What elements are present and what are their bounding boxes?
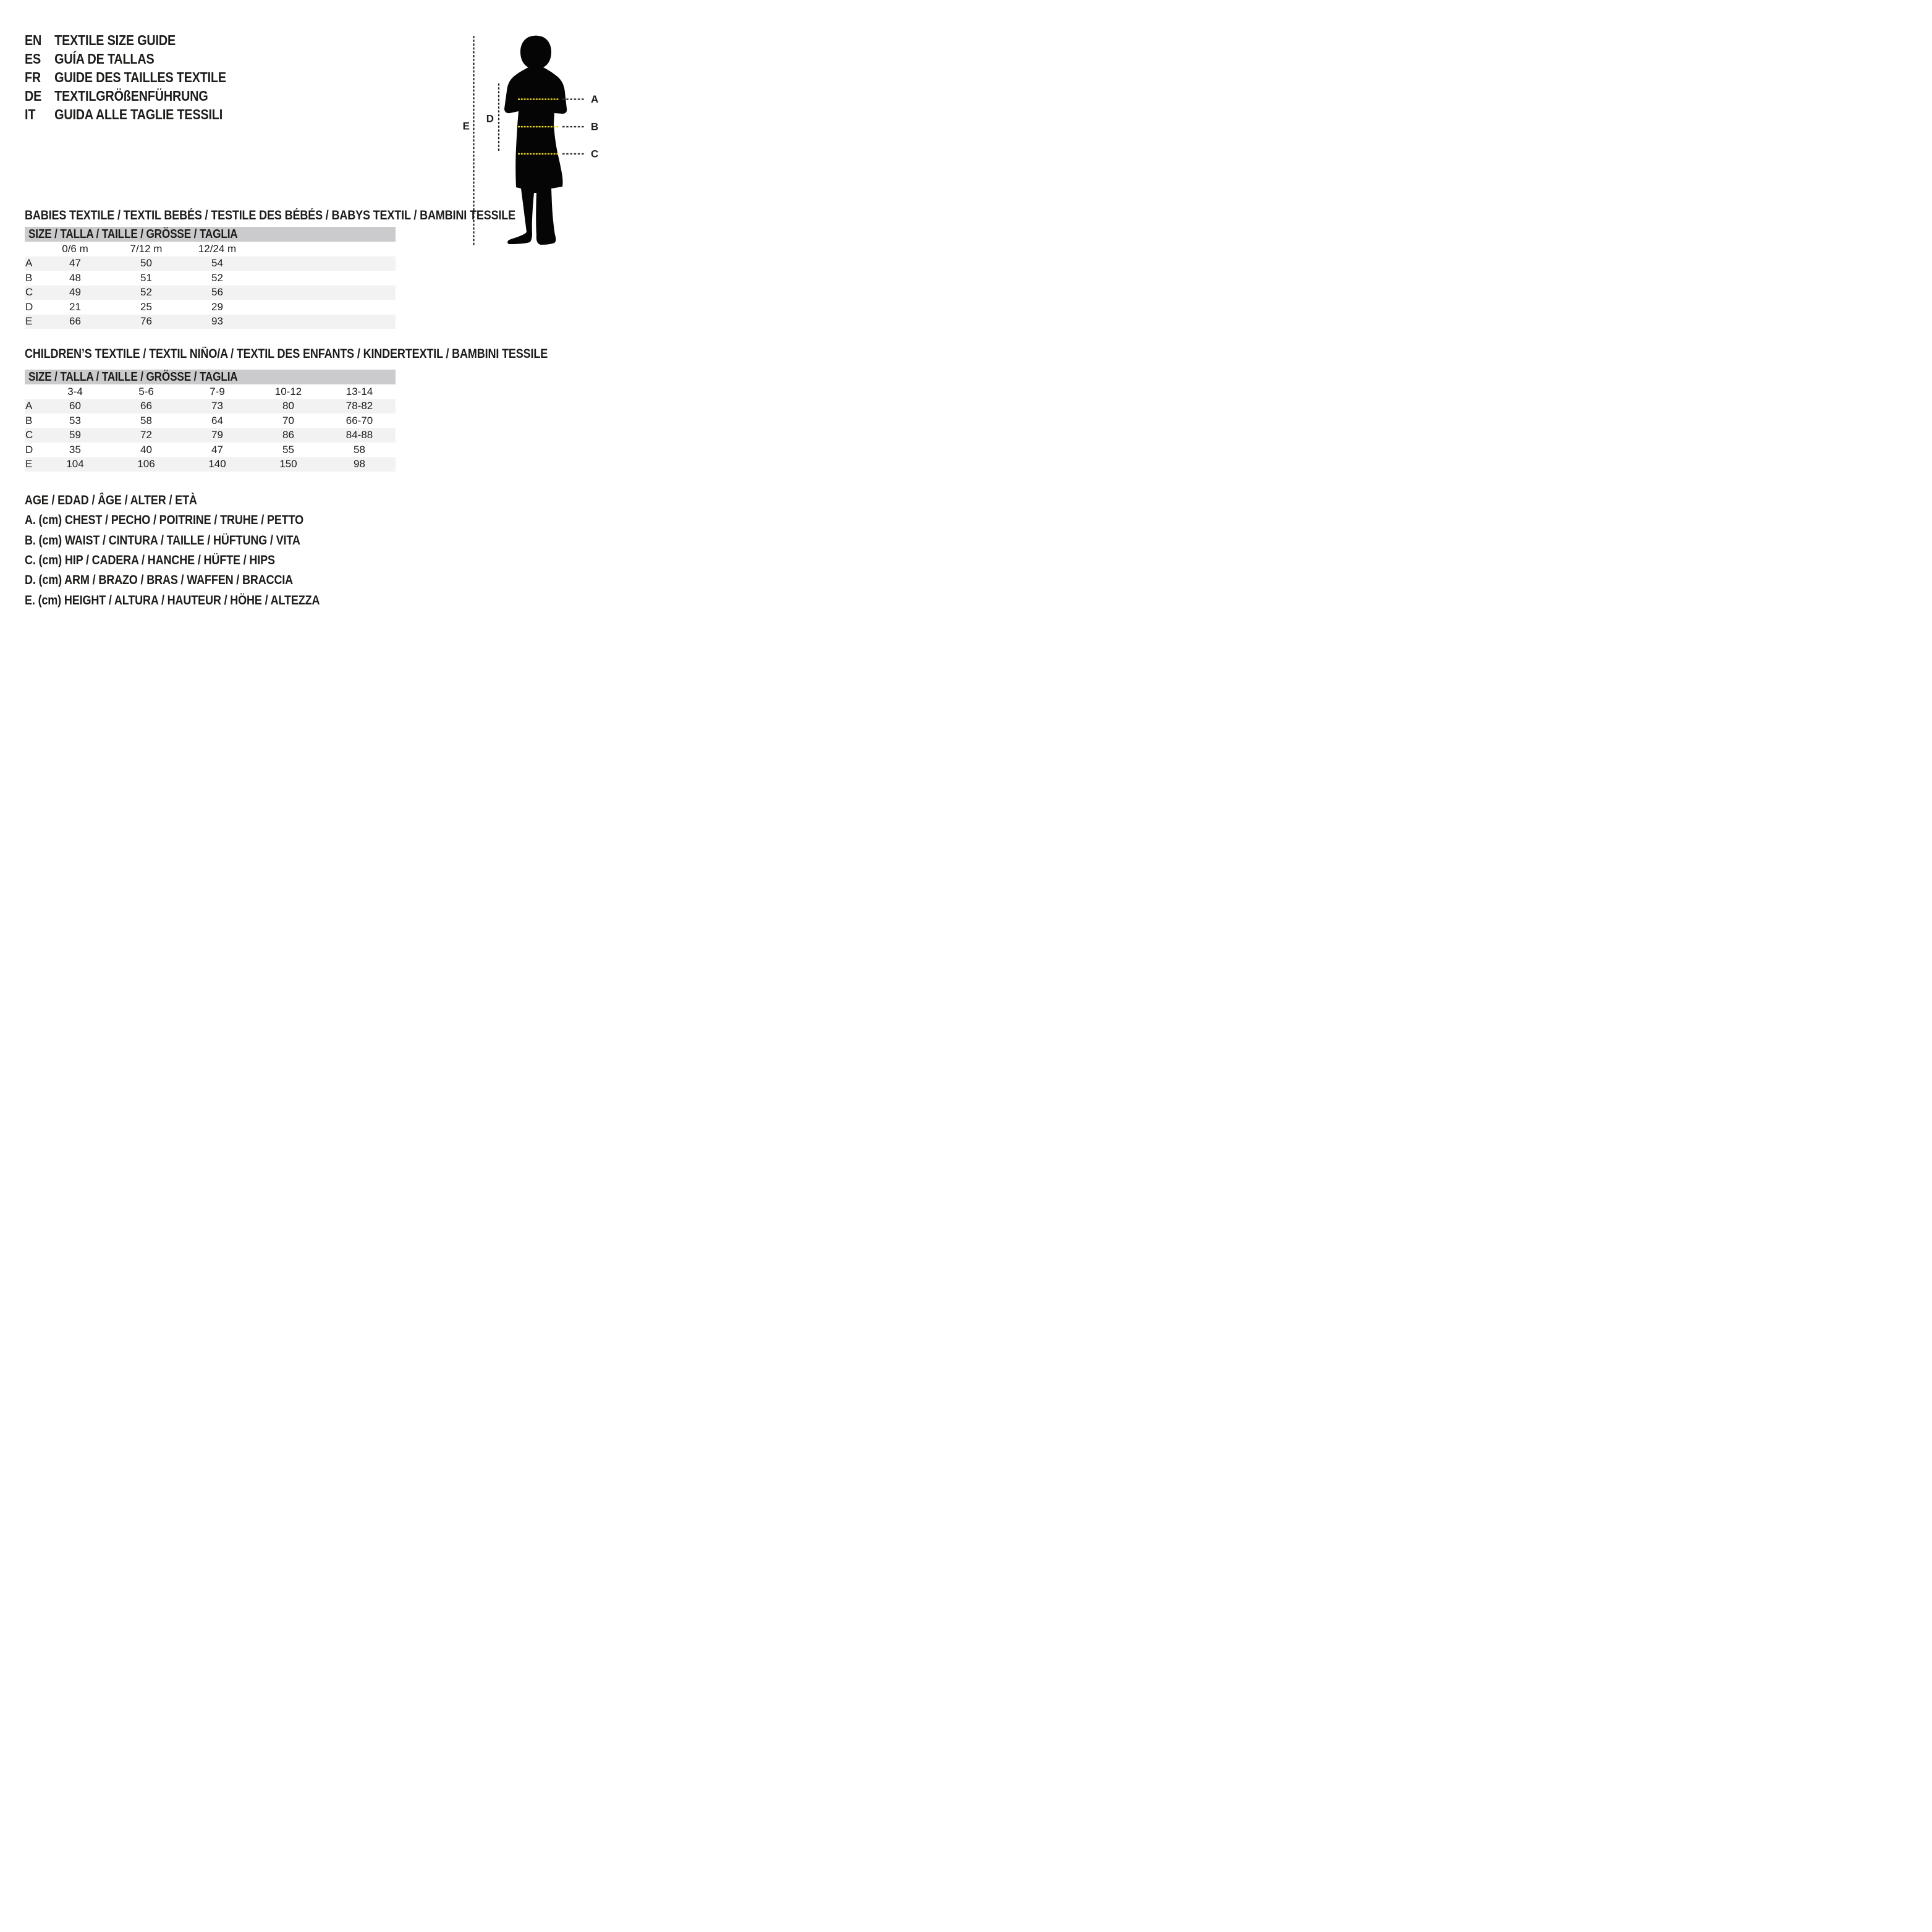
column-header: 5-6: [138, 385, 154, 397]
table-row: [25, 271, 396, 286]
value-cell: 140: [208, 458, 226, 470]
value-cell: 58: [354, 443, 365, 455]
value-cell: 47: [69, 257, 81, 269]
column-header: 10-12: [274, 385, 302, 397]
value-cell: 40: [140, 443, 152, 455]
figure-label-a: A: [591, 93, 599, 106]
value-cell: 60: [69, 400, 81, 412]
value-cell: 66: [69, 315, 81, 328]
value-cell: 50: [140, 257, 152, 269]
row-label: A: [25, 400, 33, 412]
table-row: [25, 256, 396, 271]
table-row: [25, 443, 396, 457]
table-row: [25, 315, 396, 329]
figure-label-b: B: [591, 121, 599, 133]
figure-label-e: E: [462, 120, 470, 132]
value-cell: 86: [282, 429, 294, 441]
language-title-list: [25, 31, 259, 124]
column-header: 0/6 m: [62, 242, 88, 255]
babies-size-table: [25, 208, 516, 329]
language-code: ES: [25, 50, 41, 67]
guide-title-en: TEXTILE SIZE GUIDE: [54, 32, 176, 48]
language-row-en: [25, 31, 259, 49]
legend-line-waist: B. (cm) WAIST / CINTURA / TAILLE / HÜFTUNG / VITA: [25, 533, 300, 548]
row-label: C: [25, 286, 33, 299]
value-cell: 93: [211, 315, 223, 328]
legend-line-chest: A. (cm) CHEST / PECHO / POITRINE / TRUHE / PETTO: [25, 513, 303, 528]
value-cell: 21: [69, 300, 81, 313]
language-code: IT: [25, 106, 36, 122]
value-cell: 98: [354, 458, 365, 470]
value-cell: 51: [140, 271, 152, 284]
value-cell: 72: [140, 429, 152, 441]
value-cell: 25: [140, 300, 152, 313]
value-cell: 53: [69, 414, 81, 426]
row-label: B: [25, 414, 33, 426]
value-cell: 106: [137, 458, 155, 470]
column-header: 3-4: [67, 385, 83, 397]
language-row-de: [25, 87, 259, 105]
children-size-header-band: SIZE / TALLA / TAILLE / GRÖSSE / TAGLIA: [25, 370, 396, 384]
value-cell: 84-88: [345, 429, 373, 441]
babies-column-header-row: [25, 242, 396, 256]
value-cell: 52: [140, 286, 152, 299]
value-cell: 104: [66, 458, 84, 470]
row-label: D: [25, 300, 33, 313]
children-size-table: [25, 347, 548, 472]
table-row: [25, 457, 396, 472]
legend-line-height: E. (cm) HEIGHT / ALTURA / HAUTEUR / HÖHE / ALTEZZA: [25, 593, 320, 608]
value-cell: 47: [211, 443, 223, 455]
language-row-it: [25, 105, 259, 124]
figure-label-c: C: [591, 148, 599, 160]
size-guide-sheet: [0, 0, 618, 618]
language-code: EN: [25, 32, 42, 48]
table-row: [25, 413, 396, 428]
table-row: [25, 428, 396, 443]
language-code: DE: [25, 87, 42, 104]
table-row: [25, 399, 396, 414]
row-label: E: [25, 315, 33, 328]
legend-line-arm: D. (cm) ARM / BRAZO / BRAS / WAFFEN / BRACCIA: [25, 573, 294, 588]
value-cell: 73: [211, 400, 223, 412]
language-code: FR: [25, 69, 41, 85]
value-cell: 66: [140, 400, 152, 412]
measurement-legend: [25, 491, 368, 611]
guide-title-it: GUIDA ALLE TAGLIE TESSILI: [54, 106, 223, 122]
legend-line-age: AGE / EDAD / ÂGE / ALTER / ETÀ: [25, 493, 197, 508]
value-cell: 55: [282, 443, 294, 455]
value-cell: 59: [69, 429, 81, 441]
row-label: B: [25, 271, 33, 284]
table-row: [25, 286, 396, 300]
language-row-fr: [25, 68, 259, 87]
value-cell: 150: [279, 458, 297, 470]
column-header: 7/12 m: [130, 242, 163, 255]
value-cell: 80: [282, 400, 294, 412]
value-cell: 52: [211, 271, 223, 284]
value-cell: 64: [211, 414, 223, 426]
value-cell: 76: [140, 315, 152, 328]
language-row-es: [25, 49, 259, 68]
column-header: 12/24 m: [198, 242, 237, 255]
value-cell: 54: [211, 257, 223, 269]
guide-title-es: GUÍA DE TALLAS: [54, 50, 155, 67]
value-cell: 66-70: [345, 414, 373, 426]
value-cell: 70: [282, 414, 294, 426]
value-cell: 79: [211, 429, 223, 441]
row-label: D: [25, 443, 33, 455]
row-label: E: [25, 458, 33, 470]
row-label: C: [25, 429, 33, 441]
babies-size-header-band: SIZE / TALLA / TAILLE / GRÖSSE / TAGLIA: [25, 227, 396, 242]
value-cell: 35: [69, 443, 81, 455]
value-cell: 56: [211, 286, 223, 299]
children-column-header-row: [25, 384, 396, 399]
value-cell: 78-82: [345, 400, 373, 412]
babies-section-title: BABIES TEXTILE / TEXTIL BEBÉS / TESTILE DES BÉBÉS / BABYS TEXTIL / BAMBINI TESSILE: [25, 208, 516, 222]
value-cell: 58: [140, 414, 152, 426]
row-label: A: [25, 257, 33, 269]
figure-label-d: D: [486, 112, 494, 125]
value-cell: 29: [211, 300, 223, 313]
column-header: 13-14: [345, 385, 373, 397]
legend-line-hip: C. (cm) HIP / CADERA / HANCHE / HÜFTE / HIPS: [25, 553, 275, 568]
table-row: [25, 300, 396, 315]
guide-title-de: TEXTILGRÖßENFÜHRUNG: [54, 87, 208, 104]
children-section-title: CHILDREN’S TEXTILE / TEXTIL NIÑO/A / TEXTIL DES ENFANTS / KINDERTEXTIL / BAMBINI TESSILE: [25, 347, 548, 361]
value-cell: 49: [69, 286, 81, 299]
value-cell: 48: [69, 271, 81, 284]
guide-title-fr: GUIDE DES TAILLES TEXTILE: [54, 69, 226, 85]
column-header: 7-9: [210, 385, 225, 397]
